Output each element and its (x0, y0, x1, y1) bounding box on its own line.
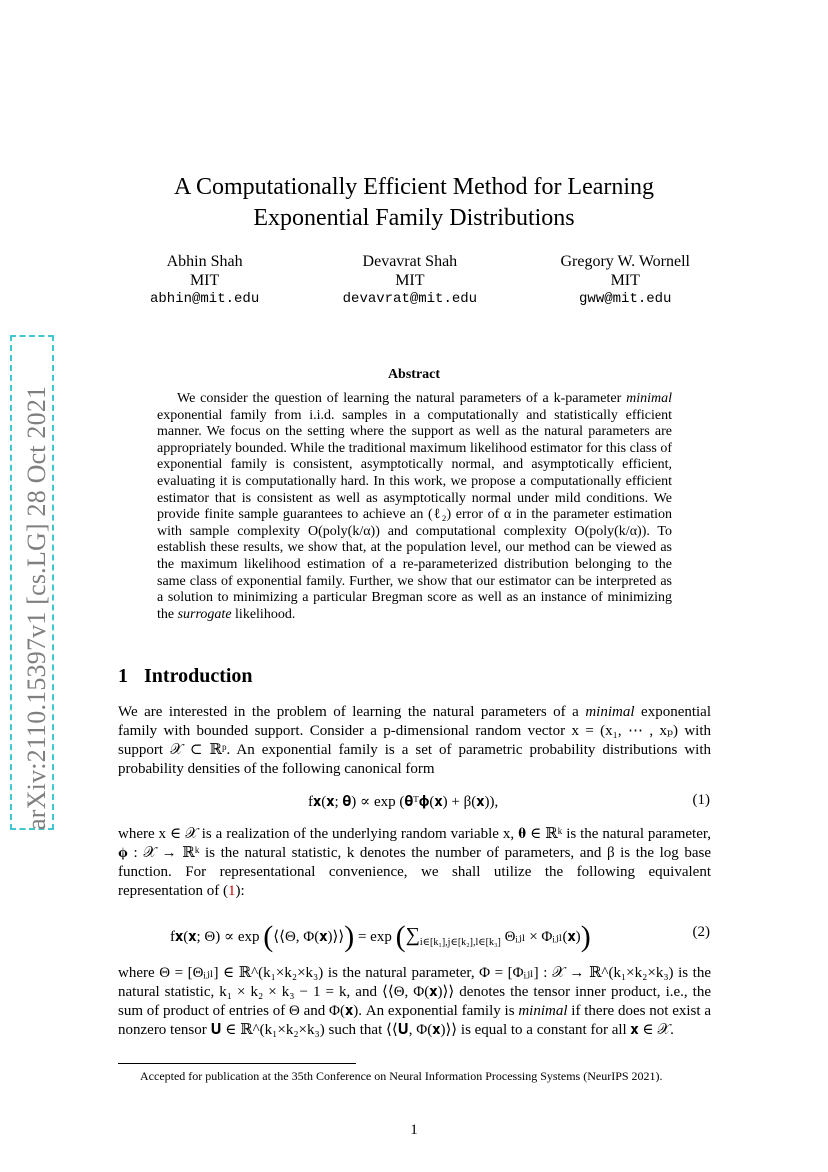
text-span: where x ∈ 𝒳 is a realization of the underlying random variable x, 𝛉 ∈ ℝᵏ is the natural parameter, 𝛟 : 𝒳 → ℝᵏ is the natural statistic, k denotes the number of parameters, and β is the log base function. For representational convenience, we shall utilize the following equivalent representation of ( (118, 826, 711, 899)
author-name: Gregory W. Wornell (560, 253, 690, 270)
eq2-inner-product: ⟨⟨Θ, Φ(𝐱)⟩⟩ (273, 929, 345, 945)
author-email: gww@mit.edu (579, 291, 672, 307)
text-span: We are interested in the problem of learning the natural parameters of a (118, 704, 579, 720)
author-affiliation: MIT (189, 272, 220, 289)
author-email: abhin@mit.edu (150, 291, 260, 307)
section-number: 1 (118, 665, 128, 687)
eq2-open-paren-2: ( (395, 920, 406, 953)
author-1 (150, 252, 259, 309)
arxiv-identifier: arXiv:2110.15397v1 [cs.LG] 28 Oct 2021 (22, 385, 51, 830)
eq2-open-paren: ( (263, 920, 274, 953)
text-span: ): (235, 883, 245, 899)
author-name: Devavrat Shah (362, 253, 458, 270)
abstract-body (157, 391, 672, 623)
abstract-text-end: likelihood. (235, 606, 296, 622)
italic-minimal: minimal (585, 704, 635, 720)
equation-1-reference-link[interactable]: 1 (227, 883, 236, 899)
text-span: exponential family with bounded support. Consider a p-dimensional random vector x = (x₁, ⋯ , xₚ) with support 𝒳 ⊂ ℝᵖ. An exponential family is a set of parametric probability distributions with probability densities of the following canonical form (118, 704, 712, 777)
author-block (150, 252, 690, 309)
section-title: Introduction (144, 665, 253, 687)
eq2-close-paren-2: ) (580, 920, 591, 953)
author-name: Abhin Shah (166, 253, 243, 270)
equation-2 (170, 920, 591, 954)
author-3 (560, 252, 690, 309)
abstract-italic-minimal: minimal (626, 391, 673, 406)
author-email: devavrat@mit.edu (342, 291, 478, 307)
title-line-2: Exponential Family Distributions (253, 205, 575, 231)
footnote: Accepted for publication at the 35th Conference on Neural Information Processing Systems (NeurIPS 2021). (140, 1069, 663, 1083)
title-line-1: A Computationally Efficient Method for Learning (173, 174, 655, 200)
eq2-lhs: f𝐱(𝐱; Θ) ∝ exp (170, 929, 260, 945)
abstract-heading: Abstract (387, 367, 441, 382)
section-heading-introduction (118, 665, 253, 688)
abstract-text: We consider the question of learning the natural parameters of a k-parameter (177, 391, 622, 406)
abstract-text-main: exponential family from i.i.d. samples in a computationally and statistically efficient manner. We focus on the setting where the support as well as the natural parameters are appropriately bounded. While the traditional maximum likelihood estimator for this class of exponential family is consistent, asymptotically normal, and asymptotically efficient, evaluating it is computationally hard. In this work, we propose a computationally efficient estimator that is consistent as well as asymptotically normal under mild conditions. We provide finite sample guarantees to achieve an (ℓ₂) error of α in the parameter estimation with sample complexity O(poly(k/α)) and computational complexity O(poly(k/α)). To establish these results, we show that, at the population level, our method can be viewed as the maximum likelihood estimation of a re-parameterized distribution belonging to the same class of exponential family. Further, we show that our estimator can be interpreted as a solution to minimizing a particular Bregman score as well as an instance of minimizing the (157, 407, 672, 622)
footnote-divider (118, 1063, 356, 1064)
eq2-sum-symbol: ∑ (405, 924, 420, 946)
intro-paragraph-2 (118, 825, 711, 901)
page-number: 1 (410, 1122, 418, 1138)
text-span: if there does not exist a nonzero tensor 𝐔 ∈ ℝ^(k₁×k₂×k₃) such that ⟨⟨𝐔, Φ(𝐱)⟩⟩ is equal to a constant for all 𝐱 ∈ 𝒳. (118, 1003, 711, 1038)
intro-paragraph-3 (118, 964, 711, 1040)
author-2 (343, 252, 477, 309)
eq2-mid: = exp (357, 929, 392, 945)
eq2-term: Θᵢⱼₗ × Φᵢⱼₗ(𝐱) (504, 929, 581, 945)
equation-1: f𝐱(𝐱; 𝛉) ∝ exp (𝛉ᵀ𝛟(𝐱) + β(𝐱)), (308, 794, 499, 810)
abstract-italic-surrogate: surrogate (177, 606, 232, 622)
equation-2-label: (2) (692, 924, 710, 940)
eq2-sum-subscript: i∈[k₁],j∈[k₂],l∈[k₃] (419, 937, 501, 948)
eq2-close-paren: ) (344, 920, 355, 953)
text-span: where Θ = [Θᵢⱼₗ] ∈ ℝ^(k₁×k₂×k₃) is the natural parameter, Φ = [Φᵢⱼₗ] : 𝒳 → ℝ^(k₁×k₂×k₃) is the natural statistic, k₁ × k₂ × k₃ − 1 = k, and ⟨⟨Θ, Φ(𝐱)⟩⟩ denotes the tensor inner product, i.e., the sum of product of entries of Θ and Φ(𝐱). An exponential family is (118, 965, 711, 1019)
italic-minimal: minimal (518, 1003, 568, 1019)
author-affiliation: MIT (395, 272, 425, 289)
author-affiliation: MIT (610, 272, 640, 289)
intro-paragraph-1 (118, 703, 711, 779)
equation-1-label: (1) (692, 792, 710, 808)
paper-title (100, 172, 728, 234)
